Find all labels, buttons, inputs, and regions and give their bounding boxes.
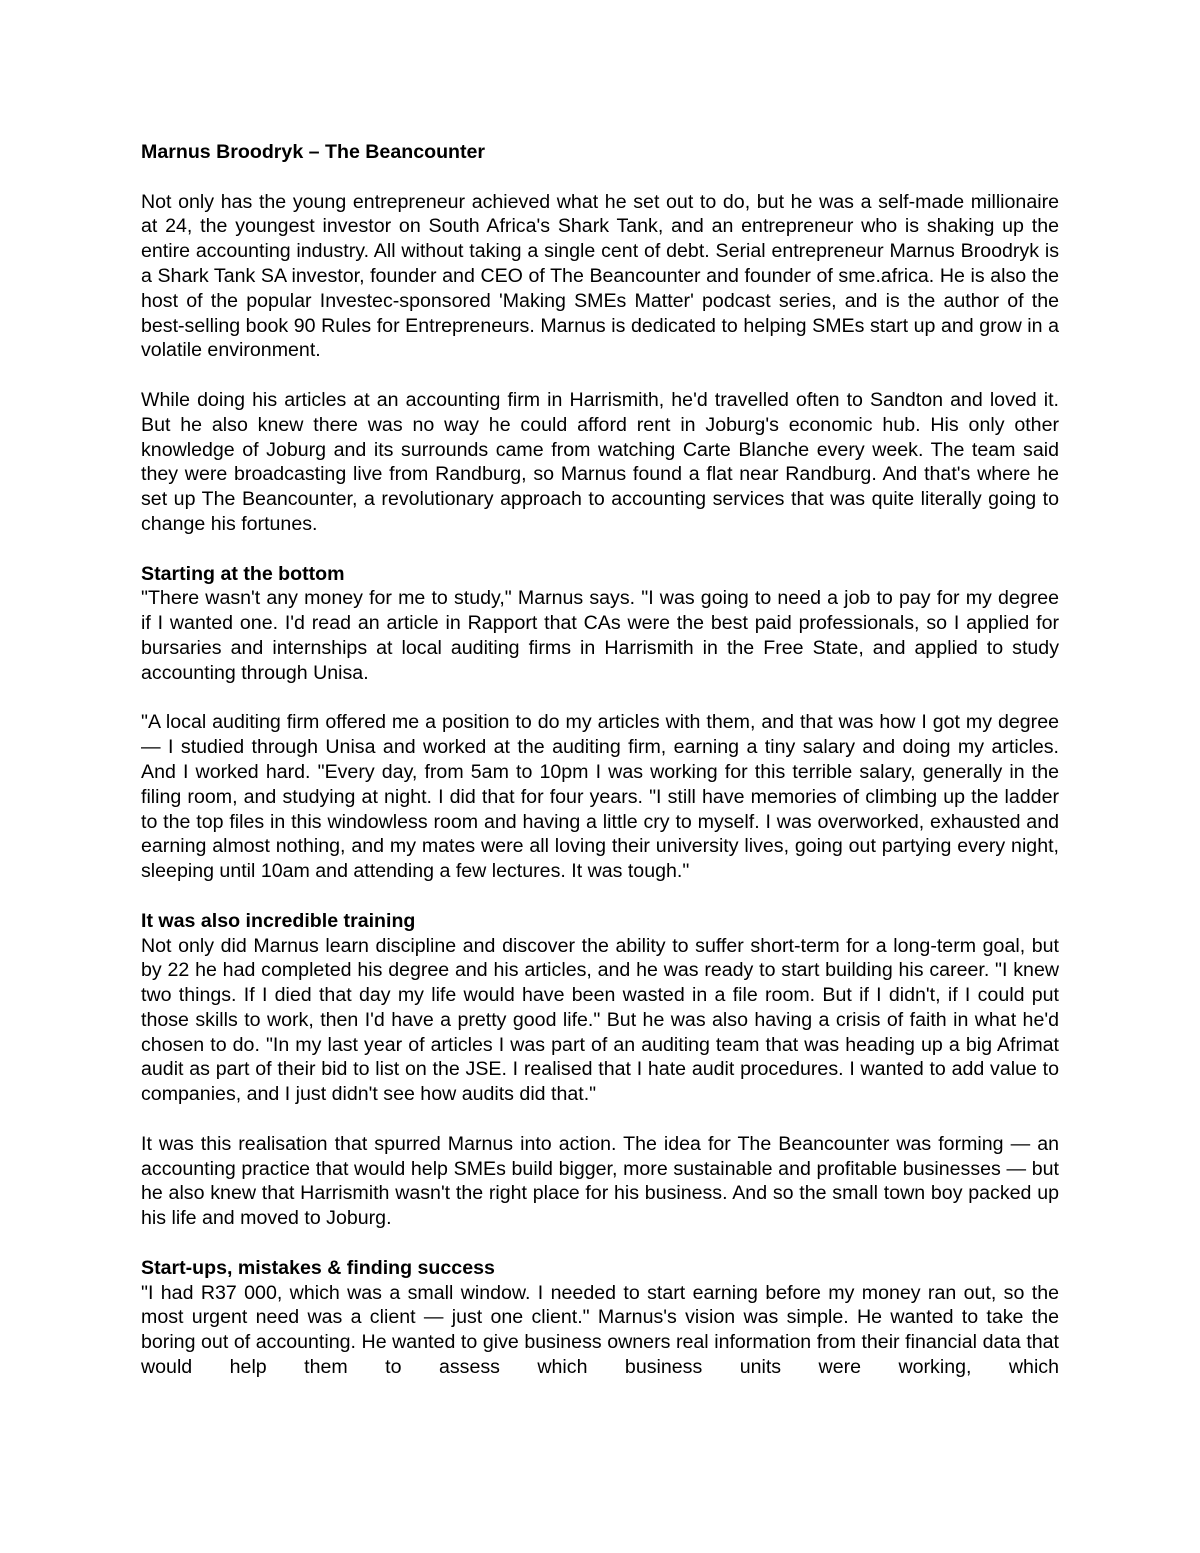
body-paragraph: "There wasn't any money for me to study," Marnus says. "I was going to need a job to pay for my degree if I wanted one. I'd read an article in Rapport that CAs were the best paid professionals, so I applied for bursaries and internships at local auditing firms in Harrismith in the Free State, and applied to study accounting through Unisa. [141, 587, 1059, 684]
body-paragraph: "I had R37 000, which was a small window. I needed to start earning before my money ran out, so the most urgent need was a client — just one client." Marnus's vision was simple. He wanted to take the boring out of accounting. He wanted to give business owners real information from their financial data that would help them to assess which business units were working, which [141, 1281, 1059, 1379]
document-page [141, 140, 1059, 1380]
body-paragraph: "A local auditing firm offered me a position to do my articles with them, and that was how I got my degree — I studied through Unisa and worked at the auditing firm, earning a tiny salary and doing my articles. And I worked hard. "Every day, from 5am to 10pm I was working for this terrible salary, generally in the filing room, and studying at night. I did that for four years. "I still have memories of climbing up the ladder to the top files in this windowless room and having a little cry to myself. I was overworked, exhausted and earning almost nothing, and my mates were all loving their university lives, going out partying every night, sleeping until 10am and attending a few lectures. It was tough." [141, 711, 1059, 883]
section-heading-starting-at-the-bottom: Starting at the bottom [141, 562, 345, 585]
body-paragraph: Not only did Marnus learn discipline and discover the ability to suffer short-term for a long-term goal, but by 22 he had completed his degree and his articles, and he was ready to start building his career. "I knew two things. If I died that day my life would have been wasted in a file room. But if I didn't, if I could put those skills to work, then I'd have a pretty good life." But he was also having a crisis of faith in what he'd chosen to do. "In my last year of articles I was part of an auditing team that was heading up a big Afrimat audit as part of their bid to list on the JSE. I realised that I hate audit procedures. I wanted to add value to companies, and I just didn't see how audits did that." [141, 934, 1059, 1106]
document-title: Marnus Broodryk – The Beancounter [141, 141, 486, 163]
intro-paragraph: While doing his articles at an accounting firm in Harrismith, he'd travelled often to Sandton and loved it. But he also knew there was no way he could afford rent in Joburg's economic hub. His only other knowledge of Joburg and its surrounds came from watching Carte Blanche every week. The team said they were broadcasting live from Randburg, so Marnus found a flat near Randburg. And that's where he set up The Beancounter, a revolutionary approach to accounting services that was quite literally going to change his fortunes. [141, 388, 1059, 535]
section-heading-incredible-training: It was also incredible training [141, 909, 416, 932]
body-paragraph: It was this realisation that spurred Marnus into action. The idea for The Beancounter was forming — an accounting practice that would help SMEs build bigger, more sustainable and profitable businesses — but he also knew that Harrismith wasn't the right place for his business. And so the small town boy packed up his life and moved to Joburg. [141, 1132, 1059, 1230]
section-heading-start-ups-mistakes: Start-ups, mistakes & finding success [141, 1256, 495, 1279]
intro-paragraph: Not only has the young entrepreneur achieved what he set out to do, but he was a self-made millionaire at 24, the youngest investor on South Africa's Shark Tank, and an entrepreneur who is shaking up the entire accounting industry. All without taking a single cent of debt. Serial entrepreneur Marnus Broodryk is a Shark Tank SA investor, founder and CEO of The Beancounter and founder of sme.africa. He is also the host of the popular Investec-sponsored 'Making SMEs Matter' podcast series, and is the author of the best-selling book 90 Rules for Entrepreneurs. Marnus is dedicated to helping SMEs start up and grow in a volatile environment. [141, 190, 1059, 362]
